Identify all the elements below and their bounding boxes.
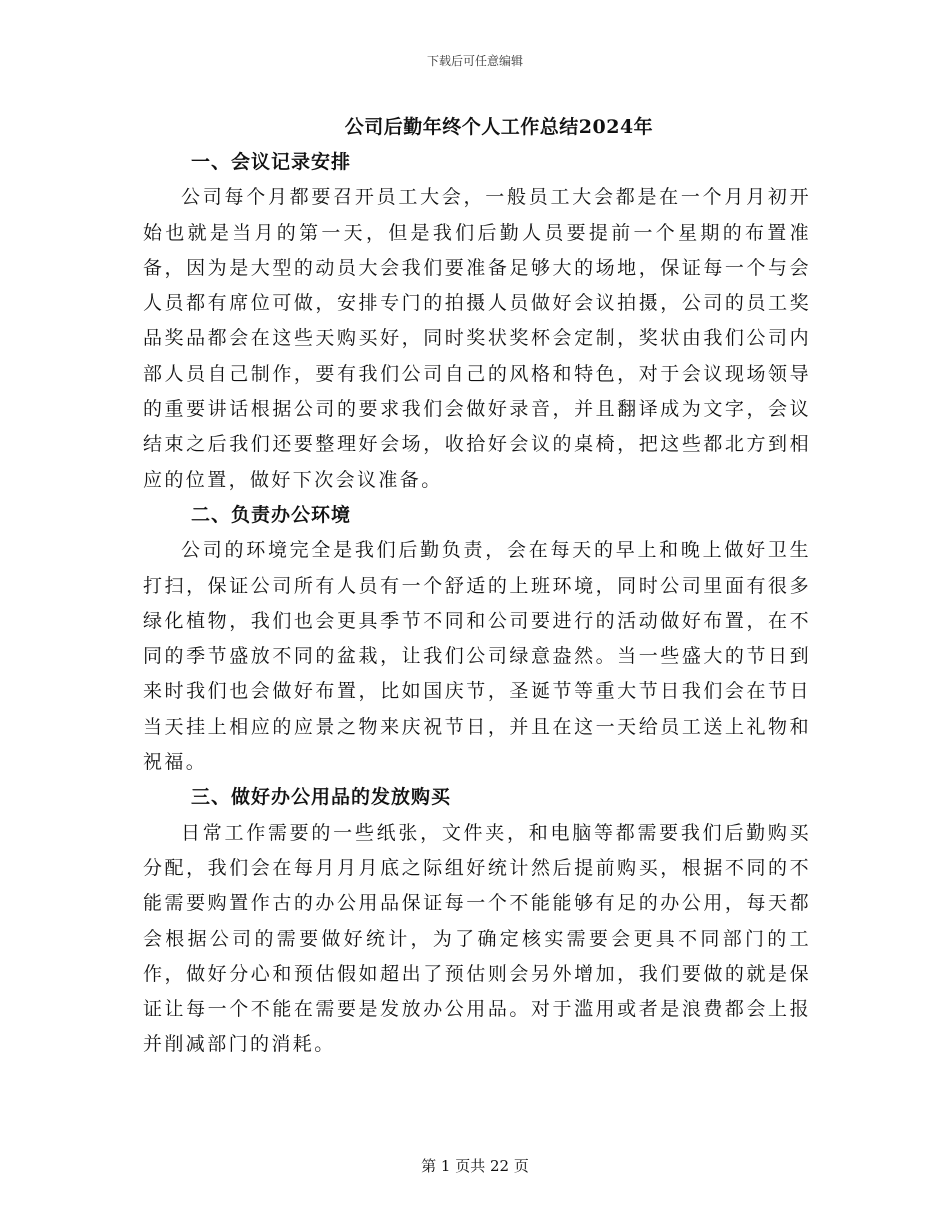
- section-heading: 三、做好办公用品的发放购买: [191, 786, 452, 809]
- section-heading: 一、会议记录安排: [191, 151, 352, 173]
- section-paragraph: 公司的环境完全是我们后勤负责，会在每天的早上和晚上做好卫生打扫，保证公司所有人员有一个舒适的上班环境，同时公司里面有很多绿化植物，我们也会更具季节不同和公司要进行的活动做好布置，在不同的季节盛放不同的盆栽，让我们公司绿意盎然。当一些盛大的节日到来时我们也会做好布置，比如国庆节，圣诞节等重大节日我们会在节日当天挂上相应的应景之物来庆祝节日，并且在这一天给员工送上礼物和祝福。: [143, 539, 811, 774]
- section-office-environment: [143, 498, 811, 780]
- page-number: 第 1 页共 22 页: [421, 1157, 529, 1175]
- section-meeting-arrangement: [143, 145, 811, 498]
- section-paragraph: 日常工作需要的一些纸张，文件夹，和电脑等都需要我们后勤购买分配，我们会在每月月月底之际组好统计然后提前购买，根据不同的不能需要购置作古的办公用品保证每一个不能能够有足的办公用，每天都会根据公司的需要做好统计，为了确定核实需要会更具不同部门的工作，做好分心和预估假如超出了预估则会另外增加，我们要做的就是保证让每一个不能在需要是发放办公用品。对于滥用或者是浪费都会上报并削减部门的消耗。: [143, 821, 811, 1056]
- document-title: 公司后勤年终个人工作总结2024年: [344, 116, 654, 138]
- document-body: [143, 145, 811, 1063]
- section-paragraph: 公司每个月都要召开员工大会，一般员工大会都是在一个月月初开始也就是当月的第一天，但是我们后勤人员要提前一个星期的布置准备，因为是大型的动员大会我们要准备足够大的场地，保证每一个与会人员都有席位可做，安排专门的拍摄人员做好会议拍摄，公司的员工奖品奖品都会在这些天购买好，同时奖状奖杯会定制，奖状由我们公司内部人员自己制作，要有我们公司自己的风格和特色，对于会议现场领导的重要讲话根据公司的要求我们会做好录音，并且翻译成为文字，会议结束之后我们还要整理好会场，收拾好会议的桌椅，把这些都北方到相应的位置，做好下次会议准备。: [143, 186, 811, 491]
- section-office-supplies: [143, 780, 811, 1062]
- page-header: 下载后可任意编辑: [426, 54, 523, 68]
- section-heading: 二、负责办公环境: [191, 503, 352, 526]
